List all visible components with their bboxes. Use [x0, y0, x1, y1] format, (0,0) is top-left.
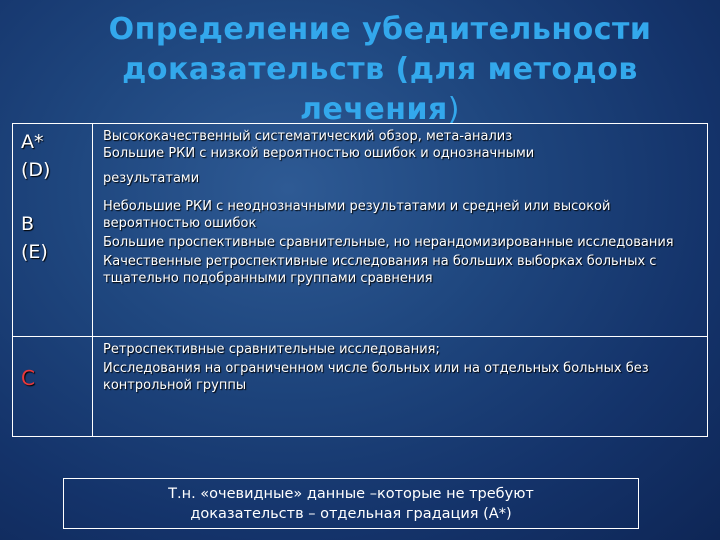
table-row	[13, 337, 708, 437]
description-line: Большие РКИ с низкой вероятностью ошибок и однозначными	[103, 146, 535, 161]
description-cell	[93, 124, 708, 337]
table-row	[13, 124, 708, 337]
note-box	[63, 478, 639, 529]
evidence-table	[12, 123, 708, 437]
note-line: доказательств – отдельная градация (А*)	[190, 506, 512, 522]
grade-label: C	[21, 366, 35, 390]
slide-title	[60, 10, 700, 130]
grade-cell	[13, 124, 93, 337]
grade-label: (D)	[21, 159, 51, 181]
description-line: Исследования на ограниченном числе больных или на отдельных больных без контрольной группы	[103, 361, 649, 393]
grade-label: (E)	[21, 241, 48, 263]
description-line: Высококачественный систематический обзор, мета-анализ	[103, 129, 513, 144]
slide-title-text: Определение убедительности доказательств (для методов лечения	[108, 12, 652, 127]
grade-label: B	[21, 213, 35, 235]
description-line: результатами	[103, 171, 200, 186]
description-line: Большие проспективные сравнительные, но нерандомизированные исследования	[103, 235, 674, 250]
description-cell	[93, 337, 708, 437]
description-line: Качественные ретроспективные исследования на больших выборках больных с тщательно подобранными группами сравнения	[103, 254, 657, 286]
description-line: Небольшие РКИ с неоднозначными результатами и средней или высокой вероятностью ошибок	[103, 199, 611, 231]
grade-label: A*	[21, 131, 44, 153]
description-line: Ретроспективные сравнительные исследования;	[103, 342, 440, 357]
grade-cell	[13, 337, 93, 437]
slide-title-paren: )	[447, 92, 460, 127]
note-line: Т.н. «очевидные» данные –которые не требуют	[168, 486, 534, 502]
